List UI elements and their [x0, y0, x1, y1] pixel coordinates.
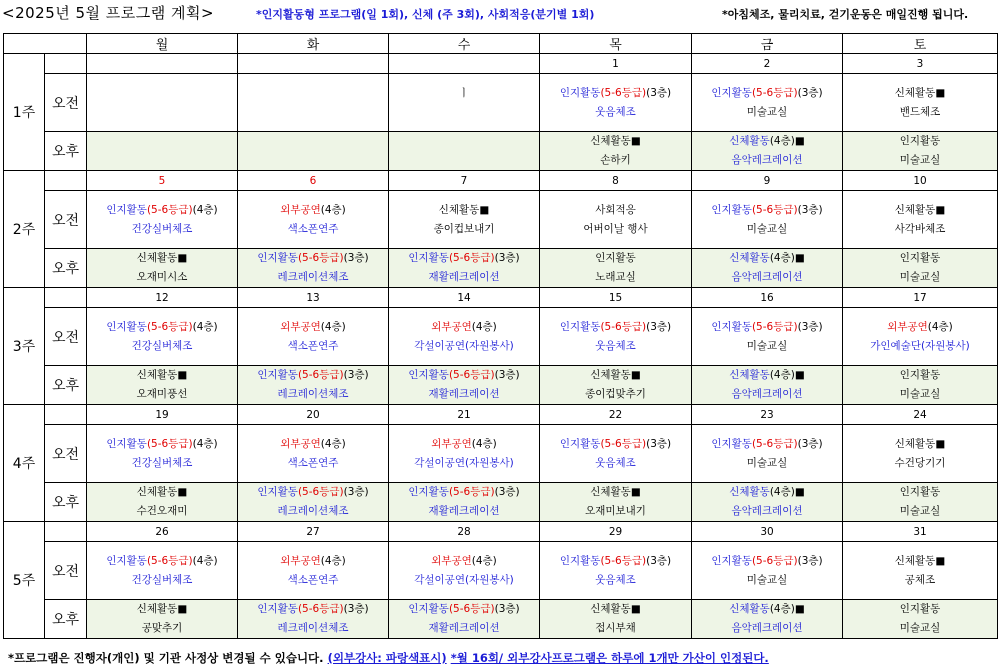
date-cell: 21 — [389, 405, 540, 425]
activity-name: 음악레크레이션 — [731, 622, 803, 634]
activity-cell — [843, 132, 998, 171]
activity-name: 웃음체조 — [595, 105, 636, 118]
pm-row — [4, 132, 998, 171]
date-cell: 2 — [692, 54, 843, 74]
activity-cell — [87, 600, 238, 639]
activity-type: 신체활동■ — [136, 369, 188, 381]
date-row-spacer — [45, 405, 87, 425]
activity-name — [238, 103, 388, 122]
date-cell: 7 — [389, 171, 540, 191]
activity-name: 수건오재미 — [136, 505, 188, 517]
activity-name: 웃음체조 — [595, 456, 636, 469]
activity-cell — [389, 132, 540, 171]
activity-name: 손하키 — [600, 154, 631, 166]
activity-type: 신체활동■ — [590, 603, 641, 615]
activity-type — [87, 132, 237, 151]
activity-type: 인지활동(5-6등급)(4층) — [106, 554, 218, 567]
activity-type: 인지활동(5-6등급)(4층) — [106, 203, 218, 216]
date-cell: 14 — [389, 288, 540, 308]
activity-name: 레크레이션체조 — [277, 388, 349, 400]
date-cell — [238, 54, 389, 74]
activity-cell — [389, 483, 540, 522]
date-cell: 30 — [692, 522, 843, 542]
activity-type: 인지활동(5-6등급)(3층) — [257, 252, 369, 264]
corner-cell — [4, 34, 87, 54]
activity-type: 신체활동■ — [136, 486, 188, 498]
date-cell: 8 — [540, 171, 692, 191]
activity-name: 미술교실 — [746, 105, 788, 118]
activity-type: 인지활동(5-6등급)(3층) — [257, 603, 369, 615]
activity-type: 인지활동(5-6등급)(3층) — [559, 554, 672, 567]
activity-type: 인지활동 — [899, 135, 941, 147]
activity-cell — [540, 483, 692, 522]
activity-type: 신체활동■ — [438, 203, 490, 216]
activity-cell — [540, 425, 692, 483]
date-row-spacer — [45, 522, 87, 542]
activity-type: 인지활동 — [899, 252, 941, 264]
activity-type: 외부공연(4층) — [280, 554, 346, 567]
week-label: 1주 — [4, 54, 45, 171]
activity-cell — [238, 74, 389, 132]
activity-type: 신체활동(4층)■ — [729, 252, 805, 264]
am-row — [4, 542, 998, 600]
activity-cell — [238, 366, 389, 405]
am-row — [4, 74, 998, 132]
activity-type: 신체활동■ — [136, 252, 188, 264]
activity-name: 종이컵맞추기 — [585, 388, 646, 400]
activity-name: 공체조 — [904, 573, 936, 586]
activity-name: 색소폰연주 — [287, 573, 339, 586]
date-cell: 3 — [843, 54, 998, 74]
activity-type: 인지활동(5-6등급)(3층) — [711, 86, 823, 99]
activity-type: 신체활동(4층)■ — [729, 486, 805, 498]
activity-name: 음악레크레이션 — [731, 388, 803, 400]
activity-cell — [238, 600, 389, 639]
page-title: <2025년 5월 프로그램 계획> — [2, 4, 215, 22]
date-row-spacer — [45, 171, 87, 191]
activity-name: 레크레이션체조 — [277, 622, 349, 634]
pm-row — [4, 249, 998, 288]
pm-label: 오후 — [45, 600, 87, 639]
activity-cell — [692, 542, 843, 600]
activity-cell — [843, 425, 998, 483]
activity-type — [238, 132, 388, 151]
activity-name: 웃음체조 — [595, 573, 636, 586]
activity-cell — [692, 483, 843, 522]
am-label: 오전 — [45, 191, 87, 249]
activity-type: 인지활동(5-6등급)(3층) — [559, 320, 672, 333]
date-cell: 24 — [843, 405, 998, 425]
activity-type: 사회적응 — [595, 203, 636, 216]
activity-name: 재활레크레이션 — [428, 505, 500, 517]
activity-type: 인지활동(5-6등급)(3층) — [559, 86, 672, 99]
activity-cell — [238, 191, 389, 249]
activity-type: 인지활동(5-6등급)(4층) — [106, 437, 218, 450]
activity-name: 미술교실 — [899, 622, 941, 634]
activity-cell — [87, 191, 238, 249]
activity-cell — [692, 249, 843, 288]
activity-type: 인지활동 — [595, 252, 636, 264]
activity-name: 어버이날 행사 — [583, 222, 648, 235]
week-label: 3주 — [4, 288, 45, 405]
weekday-header: 금 — [692, 34, 843, 54]
activity-cell — [843, 542, 998, 600]
activity-type: 인지활동(5-6등급)(3층) — [408, 369, 520, 381]
activity-name — [389, 103, 539, 122]
activity-type: 인지활동(5-6등급)(3층) — [711, 437, 823, 450]
activity-cell — [843, 483, 998, 522]
footer-limit-note: *월 16회/ 외부강사프로그램은 하루에 1개만 가산이 인정된다. — [450, 651, 769, 665]
weekday-header: 목 — [540, 34, 692, 54]
activity-type: 신체활동(4층)■ — [729, 603, 805, 615]
activity-type — [389, 132, 539, 151]
activity-cell — [87, 74, 238, 132]
date-cell: 10 — [843, 171, 998, 191]
activity-type: 인지활동 — [899, 486, 941, 498]
activity-type: 신체활동■ — [894, 437, 946, 450]
activity-type: 신체활동■ — [894, 86, 946, 99]
activity-type — [87, 84, 237, 103]
date-cell: 20 — [238, 405, 389, 425]
date-row-spacer — [45, 288, 87, 308]
activity-cell — [843, 600, 998, 639]
activity-cell — [238, 249, 389, 288]
activity-type: 인지활동(5-6등급)(3층) — [408, 486, 520, 498]
am-label: 오전 — [45, 74, 87, 132]
activity-type: 신체활동■ — [590, 135, 641, 147]
activity-cell — [692, 191, 843, 249]
weekday-header: 화 — [238, 34, 389, 54]
activity-name: 음악레크레이션 — [731, 271, 803, 283]
activity-name: 레크레이션체조 — [277, 505, 349, 517]
activity-type: 신체활동■ — [894, 554, 946, 567]
pm-label: 오후 — [45, 483, 87, 522]
activity-name: 종이컵보내기 — [433, 222, 495, 235]
activity-type: 신체활동■ — [894, 203, 946, 216]
activity-name: 색소폰연주 — [287, 222, 339, 235]
activity-name: 음악레크레이션 — [731, 154, 803, 166]
activity-cell — [692, 74, 843, 132]
activity-cell — [692, 366, 843, 405]
activity-name: 미술교실 — [746, 573, 788, 586]
activity-type: 인지활동 — [899, 603, 941, 615]
date-cell: 31 — [843, 522, 998, 542]
activity-type: 외부공연(4층) — [431, 554, 497, 567]
activity-cell — [87, 308, 238, 366]
page-header — [0, 0, 1001, 28]
footer-external-note: (외부강사: 파랑색표시) — [327, 651, 447, 665]
activity-cell — [843, 74, 998, 132]
activity-name: 색소폰연주 — [287, 339, 339, 352]
date-cell: 5 — [87, 171, 238, 191]
date-cell: 22 — [540, 405, 692, 425]
date-row — [4, 288, 998, 308]
activity-type: 외부공연(4층) — [431, 437, 497, 450]
activity-type: 신체활동■ — [136, 603, 188, 615]
activity-cell — [540, 191, 692, 249]
date-cell: 23 — [692, 405, 843, 425]
activity-name: 미술교실 — [899, 271, 941, 283]
activity-type: 인지활동(5-6등급)(3층) — [711, 320, 823, 333]
week-label: 2주 — [4, 171, 45, 288]
activity-cell — [389, 542, 540, 600]
activity-type: 신체활동■ — [590, 486, 641, 498]
date-cell — [389, 54, 540, 74]
activity-name: 미술교실 — [746, 339, 788, 352]
activity-name: 오재미풍선 — [136, 388, 188, 400]
weekday-header-row — [4, 34, 998, 54]
activity-cell — [87, 542, 238, 600]
date-row-spacer — [45, 54, 87, 74]
activity-name — [389, 151, 539, 170]
activity-type: 인지활동(5-6등급)(3층) — [711, 203, 823, 216]
activity-name: 각설이공연(자원봉사) — [414, 456, 514, 469]
activity-cell — [692, 600, 843, 639]
date-row — [4, 522, 998, 542]
am-label: 오전 — [45, 308, 87, 366]
activity-cell — [843, 366, 998, 405]
activity-name: 수건당기기 — [894, 456, 946, 469]
activity-cell — [389, 425, 540, 483]
activity-cell — [389, 600, 540, 639]
activity-type: 인지활동(5-6등급)(4층) — [106, 320, 218, 333]
date-cell: 29 — [540, 522, 692, 542]
activity-type: 신체활동■ — [590, 369, 641, 381]
activity-cell — [692, 132, 843, 171]
activity-type: 외부공연(4층) — [887, 320, 953, 333]
activity-cell — [87, 366, 238, 405]
activity-name: 건강실버체조 — [131, 339, 193, 352]
activity-cell — [389, 249, 540, 288]
weekday-header: 월 — [87, 34, 238, 54]
date-cell: 9 — [692, 171, 843, 191]
pm-label: 오후 — [45, 132, 87, 171]
date-cell: 17 — [843, 288, 998, 308]
activity-name: 오재미보내기 — [585, 505, 646, 517]
activity-type — [238, 84, 388, 103]
activity-cell — [540, 249, 692, 288]
date-cell: 28 — [389, 522, 540, 542]
activity-cell — [238, 425, 389, 483]
activity-cell — [87, 425, 238, 483]
activity-type: 인지활동(5-6등급)(3층) — [257, 486, 369, 498]
activity-cell — [843, 308, 998, 366]
activity-name — [87, 151, 237, 170]
activity-cell — [87, 483, 238, 522]
activity-cell — [540, 366, 692, 405]
activity-type: 인지활동(5-6등급)(3층) — [408, 603, 520, 615]
activity-cell — [540, 132, 692, 171]
activity-name — [238, 151, 388, 170]
activity-cell — [540, 600, 692, 639]
activity-name: 각설이공연(자원봉사) — [414, 339, 514, 352]
activity-cell — [540, 542, 692, 600]
activity-cell — [389, 74, 540, 132]
date-cell — [87, 54, 238, 74]
activity-type: 외부공연(4층) — [280, 437, 346, 450]
activity-name: 사각바체조 — [894, 222, 946, 235]
week-label: 4주 — [4, 405, 45, 522]
activity-cell — [238, 132, 389, 171]
activity-name: 색소폰연주 — [287, 456, 339, 469]
am-label: 오전 — [45, 542, 87, 600]
daily-activities-note: *아침체조, 물리치료, 걷기운동은 매일진행 됩니다. — [722, 8, 969, 21]
pm-label: 오후 — [45, 366, 87, 405]
activity-name: 공맞추기 — [141, 622, 183, 634]
activity-cell — [87, 249, 238, 288]
activity-cell — [692, 308, 843, 366]
activity-name: 건강실버체조 — [131, 222, 193, 235]
activity-type: 외부공연(4층) — [431, 320, 497, 333]
activity-name: 가인예술단(자원봉사) — [870, 339, 970, 352]
date-cell: 27 — [238, 522, 389, 542]
activity-cell — [540, 308, 692, 366]
activity-type: 신체활동(4층)■ — [729, 369, 805, 381]
date-row — [4, 171, 998, 191]
activity-name: 밴드체조 — [899, 105, 941, 118]
activity-name: 건강실버체조 — [131, 456, 193, 469]
activity-name: 노래교실 — [595, 271, 636, 283]
activity-name: 건강실버체조 — [131, 573, 193, 586]
date-cell: 19 — [87, 405, 238, 425]
activity-name: 미술교실 — [899, 388, 941, 400]
activity-cell — [843, 249, 998, 288]
activity-type: 외부공연(4층) — [280, 320, 346, 333]
pm-row — [4, 483, 998, 522]
am-row — [4, 308, 998, 366]
activity-cell — [238, 308, 389, 366]
activity-name: 재활레크레이션 — [428, 622, 500, 634]
activity-name: 레크레이션체조 — [277, 271, 349, 283]
activity-name: 오재미시소 — [136, 271, 188, 283]
week-label: 5주 — [4, 522, 45, 639]
activity-name: 미술교실 — [746, 456, 788, 469]
date-cell: 26 — [87, 522, 238, 542]
activity-cell — [238, 483, 389, 522]
activity-name: 재활레크레이션 — [428, 388, 500, 400]
am-label: 오전 — [45, 425, 87, 483]
activity-type: 인지활동(5-6등급)(3층) — [711, 554, 823, 567]
pm-row — [4, 600, 998, 639]
activity-cell — [692, 425, 843, 483]
date-row — [4, 54, 998, 74]
date-cell: 1 — [540, 54, 692, 74]
activity-name: 미술교실 — [899, 154, 941, 166]
am-row — [4, 425, 998, 483]
activity-type: 신체활동(4층)■ — [729, 135, 805, 147]
activity-cell — [389, 191, 540, 249]
date-cell: 13 — [238, 288, 389, 308]
footer-note — [8, 650, 769, 666]
monthly-schedule-table — [3, 33, 998, 639]
activity-type: 인지활동 — [899, 369, 941, 381]
activity-name — [87, 103, 237, 122]
footer-change-notice: *프로그램은 진행자(개인) 및 기관 사정상 변경될 수 있습니다. — [8, 651, 324, 665]
pm-label: 오후 — [45, 249, 87, 288]
date-cell: 15 — [540, 288, 692, 308]
pm-row — [4, 366, 998, 405]
activity-cell — [238, 542, 389, 600]
activity-name: 접시부채 — [595, 622, 636, 634]
activity-cell — [540, 74, 692, 132]
activity-name: 음악레크레이션 — [731, 505, 803, 517]
activity-cell — [843, 191, 998, 249]
activity-type: ㅣ — [458, 86, 470, 99]
activity-cell — [87, 132, 238, 171]
activity-type: 인지활동(5-6등급)(3층) — [408, 252, 520, 264]
date-cell: 16 — [692, 288, 843, 308]
program-frequency-note: *인지활동형 프로그램(일 1회), 신체 (주 3회), 사회적응(분기별 1회) — [256, 8, 595, 21]
date-cell: 6 — [238, 171, 389, 191]
activity-name: 재활레크레이션 — [428, 271, 500, 283]
activity-type: 인지활동(5-6등급)(3층) — [257, 369, 369, 381]
activity-name: 미술교실 — [746, 222, 788, 235]
activity-cell — [389, 366, 540, 405]
activity-name: 미술교실 — [899, 505, 941, 517]
date-row — [4, 405, 998, 425]
activity-cell — [389, 308, 540, 366]
weekday-header: 수 — [389, 34, 540, 54]
activity-type: 외부공연(4층) — [280, 203, 346, 216]
am-row — [4, 191, 998, 249]
date-cell: 12 — [87, 288, 238, 308]
weekday-header: 토 — [843, 34, 998, 54]
activity-name: 웃음체조 — [595, 339, 636, 352]
activity-type: 인지활동(5-6등급)(3층) — [559, 437, 672, 450]
activity-name: 각설이공연(자원봉사) — [414, 573, 514, 586]
